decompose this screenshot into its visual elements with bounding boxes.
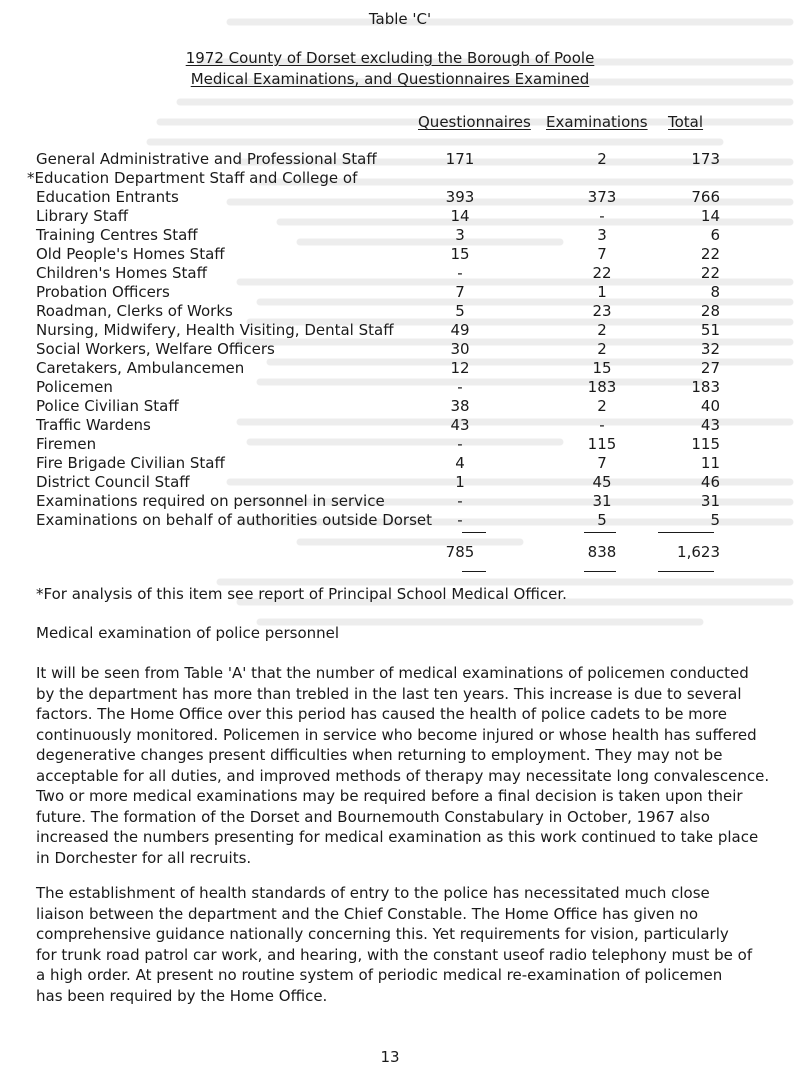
table-title-line-1: 1972 County of Dorset excluding the Borough of Poole	[185, 49, 595, 67]
total-cell: 173	[691, 150, 720, 168]
questionnaires-cell: 4	[455, 454, 465, 472]
total-cell: 183	[691, 378, 720, 396]
questionnaires-cell: -	[457, 378, 463, 396]
row-label: Firemen	[36, 435, 97, 453]
total-cell: 5	[710, 511, 720, 529]
row-label: Traffic Wardens	[36, 416, 151, 434]
column-header-questionnaires: Questionnaires	[418, 113, 531, 131]
text-line: Two or more medical examinations may be required before a final decision is taken upon their	[36, 787, 743, 805]
questionnaires-cell: 38	[450, 397, 470, 415]
table-row	[0, 435, 800, 455]
row-label: Caretakers, Ambulancemen	[36, 359, 245, 377]
examinations-cell: 15	[592, 359, 612, 377]
questionnaires-cell: -	[457, 435, 463, 453]
text-line: a high order. At present no routine system of periodic medical re-examination of policemen	[36, 966, 723, 984]
text-line: The establishment of health standards of entry to the police has necessitated much close	[36, 884, 710, 902]
total-cell: 14	[700, 207, 720, 225]
row-label: Fire Brigade Civilian Staff	[36, 454, 225, 472]
table-row	[0, 340, 800, 360]
examinations-total: 838	[587, 543, 617, 561]
questionnaires-cell: 43	[450, 416, 470, 434]
examinations-cell: 2	[597, 397, 607, 415]
examinations-cell: 115	[587, 435, 617, 453]
row-label: Probation Officers	[36, 283, 170, 301]
table-row	[0, 359, 800, 379]
examinations-cell: 2	[597, 321, 607, 339]
total-cell: 22	[700, 264, 720, 282]
row-label: Policemen	[36, 378, 113, 396]
row-label: Education Entrants	[36, 188, 179, 206]
examinations-cell: 3	[597, 226, 607, 244]
total-cell: 766	[691, 188, 720, 206]
text-line: for trunk road patrol car work, and hearing, with the constant useof radio telephony must be of	[36, 945, 753, 964]
table-row	[0, 492, 800, 512]
table-row	[0, 321, 800, 341]
examinations-cell: -	[599, 416, 605, 434]
table-row	[0, 226, 800, 246]
table-row	[0, 397, 800, 417]
questionnaires-total: 785	[445, 543, 475, 561]
total-rule-total	[658, 571, 714, 572]
total-cell: 46	[700, 473, 720, 491]
table-row	[0, 302, 800, 322]
table-title-line-2: Medical Examinations, and Questionnaires Examined	[190, 70, 590, 88]
table-row	[0, 169, 800, 189]
table-caption: Table 'C'	[368, 10, 432, 28]
examinations-cell: 22	[592, 264, 612, 282]
paragraph-1	[36, 663, 776, 868]
questionnaires-cell: 5	[455, 302, 465, 320]
section-heading: Medical examination of police personnel	[36, 624, 340, 642]
questionnaires-cell: 12	[450, 359, 470, 377]
grand-total: 1,623	[677, 543, 720, 561]
table-row	[0, 245, 800, 265]
table-row	[0, 473, 800, 493]
table-row	[0, 378, 800, 398]
total-cell: 40	[700, 397, 720, 415]
table-row	[0, 207, 800, 227]
examinations-cell: 2	[597, 340, 607, 358]
questionnaires-cell: 14	[450, 207, 470, 225]
total-rule-examinations	[584, 571, 616, 572]
text-line: It will be seen from Table 'A' that the number of medical examinations of policemen conducted	[36, 664, 749, 682]
examinations-cell: 2	[597, 150, 607, 168]
examinations-cell: -	[599, 207, 605, 225]
text-line: comprehensive guidance nationally concerning this. Yet requirements for vision, particularly	[36, 925, 729, 943]
subtotal-rule-examinations	[584, 532, 616, 533]
row-label: Roadman, Clerks of Works	[36, 302, 233, 320]
examinations-cell: 1	[597, 283, 607, 301]
table-row	[0, 283, 800, 303]
table-row	[0, 511, 800, 531]
paragraph-2	[36, 883, 776, 1006]
row-label: *Education Department Staff and College of	[27, 169, 358, 187]
questionnaires-cell: 171	[445, 150, 475, 168]
total-cell: 8	[710, 283, 720, 301]
text-line: liaison between the department and the Chief Constable. The Home Office has given no	[36, 904, 699, 923]
total-cell: 28	[700, 302, 720, 320]
examinations-cell: 373	[587, 188, 617, 206]
text-line: increased the numbers presenting for medical examination as this work continued to take place	[36, 828, 759, 846]
row-label: General Administrative and Professional Staff	[36, 150, 377, 168]
text-line: degenerative changes present difficulties when returning to employment. They may not be	[36, 746, 723, 764]
examinations-cell: 31	[592, 492, 612, 510]
total-cell: 31	[700, 492, 720, 510]
questionnaires-cell: -	[457, 264, 463, 282]
row-label: Examinations on behalf of authorities outside Dorset	[36, 511, 433, 529]
column-header-total: Total	[668, 113, 704, 131]
total-cell: 27	[700, 359, 720, 377]
row-label: Training Centres Staff	[36, 226, 198, 244]
examinations-cell: 45	[592, 473, 612, 491]
examinations-cell: 23	[592, 302, 612, 320]
questionnaires-cell: 49	[450, 321, 470, 339]
row-label: Nursing, Midwifery, Health Visiting, Dental Staff	[36, 321, 394, 339]
table-row	[0, 188, 800, 208]
row-label: Social Workers, Welfare Officers	[36, 340, 275, 358]
questionnaires-cell: 30	[450, 340, 470, 358]
questionnaires-cell: 1	[455, 473, 465, 491]
row-label: Children's Homes Staff	[36, 264, 207, 282]
subtotal-rule-total	[658, 532, 714, 533]
questionnaires-cell: 15	[450, 245, 470, 263]
table-row	[0, 264, 800, 284]
questionnaires-cell: 393	[445, 188, 475, 206]
total-cell: 22	[700, 245, 720, 263]
examinations-cell: 183	[587, 378, 617, 396]
examinations-cell: 7	[597, 454, 607, 472]
subtotal-rule-questionnaires	[462, 532, 486, 533]
text-line: in Dorchester for all recruits.	[36, 848, 252, 867]
table-row	[0, 150, 800, 170]
questionnaires-cell: -	[457, 492, 463, 510]
column-header-examinations: Examinations	[546, 113, 648, 131]
text-line: acceptable for all duties, and improved methods of therapy may necessitate long convalescence.	[36, 766, 770, 785]
questionnaires-cell: -	[457, 511, 463, 529]
text-line: future. The formation of the Dorset and Bournemouth Constabulary in October, 1967 also	[36, 807, 710, 826]
total-cell: 43	[700, 416, 720, 434]
total-rule-questionnaires	[462, 571, 486, 572]
questionnaires-cell: 3	[455, 226, 465, 244]
totals-row	[0, 543, 800, 563]
text-line: by the department has more than trebled in the last ten years. This increase is due to several	[36, 684, 742, 703]
row-label: District Council Staff	[36, 473, 190, 491]
questionnaires-cell: 7	[455, 283, 465, 301]
total-cell: 32	[700, 340, 720, 358]
total-cell: 115	[691, 435, 720, 453]
total-cell: 51	[700, 321, 720, 339]
examinations-cell: 7	[597, 245, 607, 263]
text-line: continuously monitored. Policemen in service who become injured or whose health has suffered	[36, 725, 757, 744]
footnote: *For analysis of this item see report of Principal School Medical Officer.	[36, 585, 567, 603]
table-row	[0, 416, 800, 436]
table-row	[0, 454, 800, 474]
row-label: Library Staff	[36, 207, 129, 225]
row-label: Police Civilian Staff	[36, 397, 179, 415]
total-cell: 6	[710, 226, 720, 244]
examinations-cell: 5	[597, 511, 607, 529]
text-line: has been required by the Home Office.	[36, 986, 328, 1005]
row-label: Old People's Homes Staff	[36, 245, 225, 263]
total-cell: 11	[700, 454, 720, 472]
text-line: factors. The Home Office over this period has caused the health of police cadets to be more	[36, 705, 728, 723]
page-number: 13	[380, 1048, 400, 1066]
row-label: Examinations required on personnel in service	[36, 492, 385, 510]
